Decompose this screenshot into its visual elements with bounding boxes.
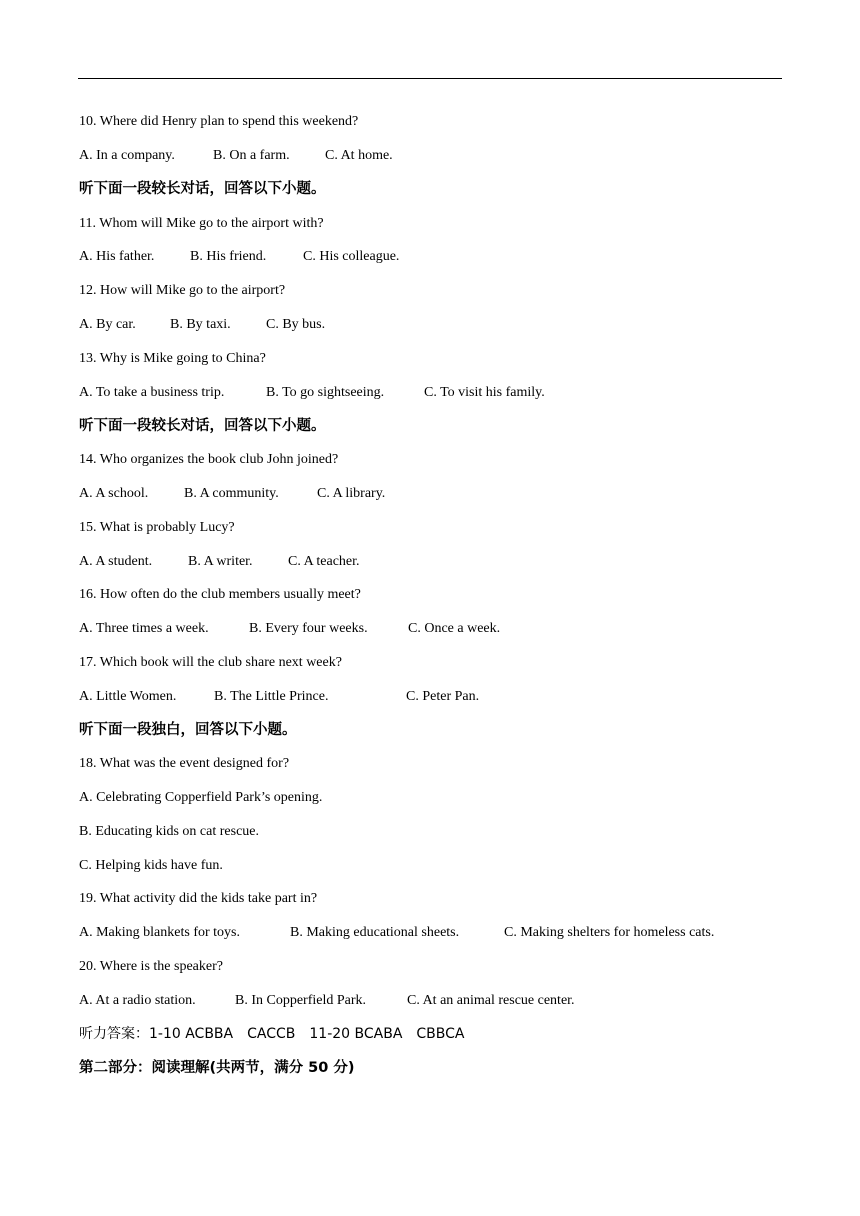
question-13: 13. Why is Mike going to China? — [79, 351, 266, 366]
option-10-c: C. At home. — [325, 148, 393, 163]
option-15-b: B. A writer. — [188, 554, 253, 569]
option-15-c: C. A teacher. — [288, 554, 360, 569]
option-20-c: C. At an animal rescue center. — [407, 993, 575, 1008]
option-17-c: C. Peter Pan. — [406, 689, 480, 704]
option-14-b: B. A community. — [184, 486, 279, 501]
question-17: 17. Which book will the club share next week? — [79, 655, 342, 670]
option-19-a: A. Making blankets for toys. — [79, 925, 240, 940]
option-17-a: A. Little Women. — [79, 689, 177, 704]
option-15-a: A. A student. — [79, 554, 153, 569]
option-19-c: C. Making shelters for homeless cats. — [504, 925, 715, 940]
answer-key: 听力答案：1-10 ACBBA CACCB 11-20 BCABA CBBCA — [79, 1026, 465, 1042]
option-18-b: B. Educating kids on cat rescue. — [79, 824, 260, 839]
option-12-a: A. By car. — [79, 317, 136, 332]
section-heading-dialogue-1: 听下面一段较长对话，回答以下小题。 — [79, 181, 326, 197]
option-20-a: A. At a radio station. — [79, 993, 196, 1008]
option-17-b: B. The Little Prince. — [214, 689, 329, 704]
option-10-a: A. In a company. — [79, 148, 175, 163]
option-13-b: B. To go sightseeing. — [266, 385, 385, 400]
question-15: 15. What is probably Lucy? — [79, 520, 235, 535]
question-11: 11. Whom will Mike go to the airport with? — [79, 216, 324, 231]
option-16-c: C. Once a week. — [408, 621, 501, 636]
option-12-c: C. By bus. — [266, 317, 326, 332]
option-14-a: A. A school. — [79, 486, 149, 501]
option-19-b: B. Making educational sheets. — [290, 925, 460, 940]
question-10: 10. Where did Henry plan to spend this weekend? — [79, 114, 359, 129]
option-11-c: C. His colleague. — [303, 249, 400, 264]
option-16-b: B. Every four weeks. — [249, 621, 368, 636]
option-18-a: A. Celebrating Copperfield Park’s opening. — [79, 790, 323, 805]
option-14-c: C. A library. — [317, 486, 386, 501]
option-18-c: C. Helping kids have fun. — [79, 858, 223, 873]
option-20-b: B. In Copperfield Park. — [235, 993, 367, 1008]
part-two-title: 第二部分：阅读理解(共两节，满分 50 分) — [79, 1060, 355, 1076]
option-16-a: A. Three times a week. — [79, 621, 209, 636]
option-11-a: A. His father. — [79, 249, 155, 264]
question-12: 12. How will Mike go to the airport? — [79, 283, 286, 298]
option-10-b: B. On a farm. — [213, 148, 290, 163]
header-rule — [78, 78, 782, 79]
option-13-a: A. To take a business trip. — [79, 385, 225, 400]
question-14: 14. Who organizes the book club John joined? — [79, 452, 339, 467]
option-12-b: B. By taxi. — [170, 317, 231, 332]
question-16: 16. How often do the club members usually meet? — [79, 587, 361, 602]
question-20: 20. Where is the speaker? — [79, 959, 223, 974]
option-11-b: B. His friend. — [190, 249, 267, 264]
section-heading-dialogue-2: 听下面一段较长对话，回答以下小题。 — [79, 418, 326, 434]
question-19: 19. What activity did the kids take part in? — [79, 891, 318, 906]
section-heading-monologue: 听下面一段独白，回答以下小题。 — [79, 722, 297, 738]
option-13-c: C. To visit his family. — [424, 385, 545, 400]
question-18: 18. What was the event designed for? — [79, 756, 290, 771]
